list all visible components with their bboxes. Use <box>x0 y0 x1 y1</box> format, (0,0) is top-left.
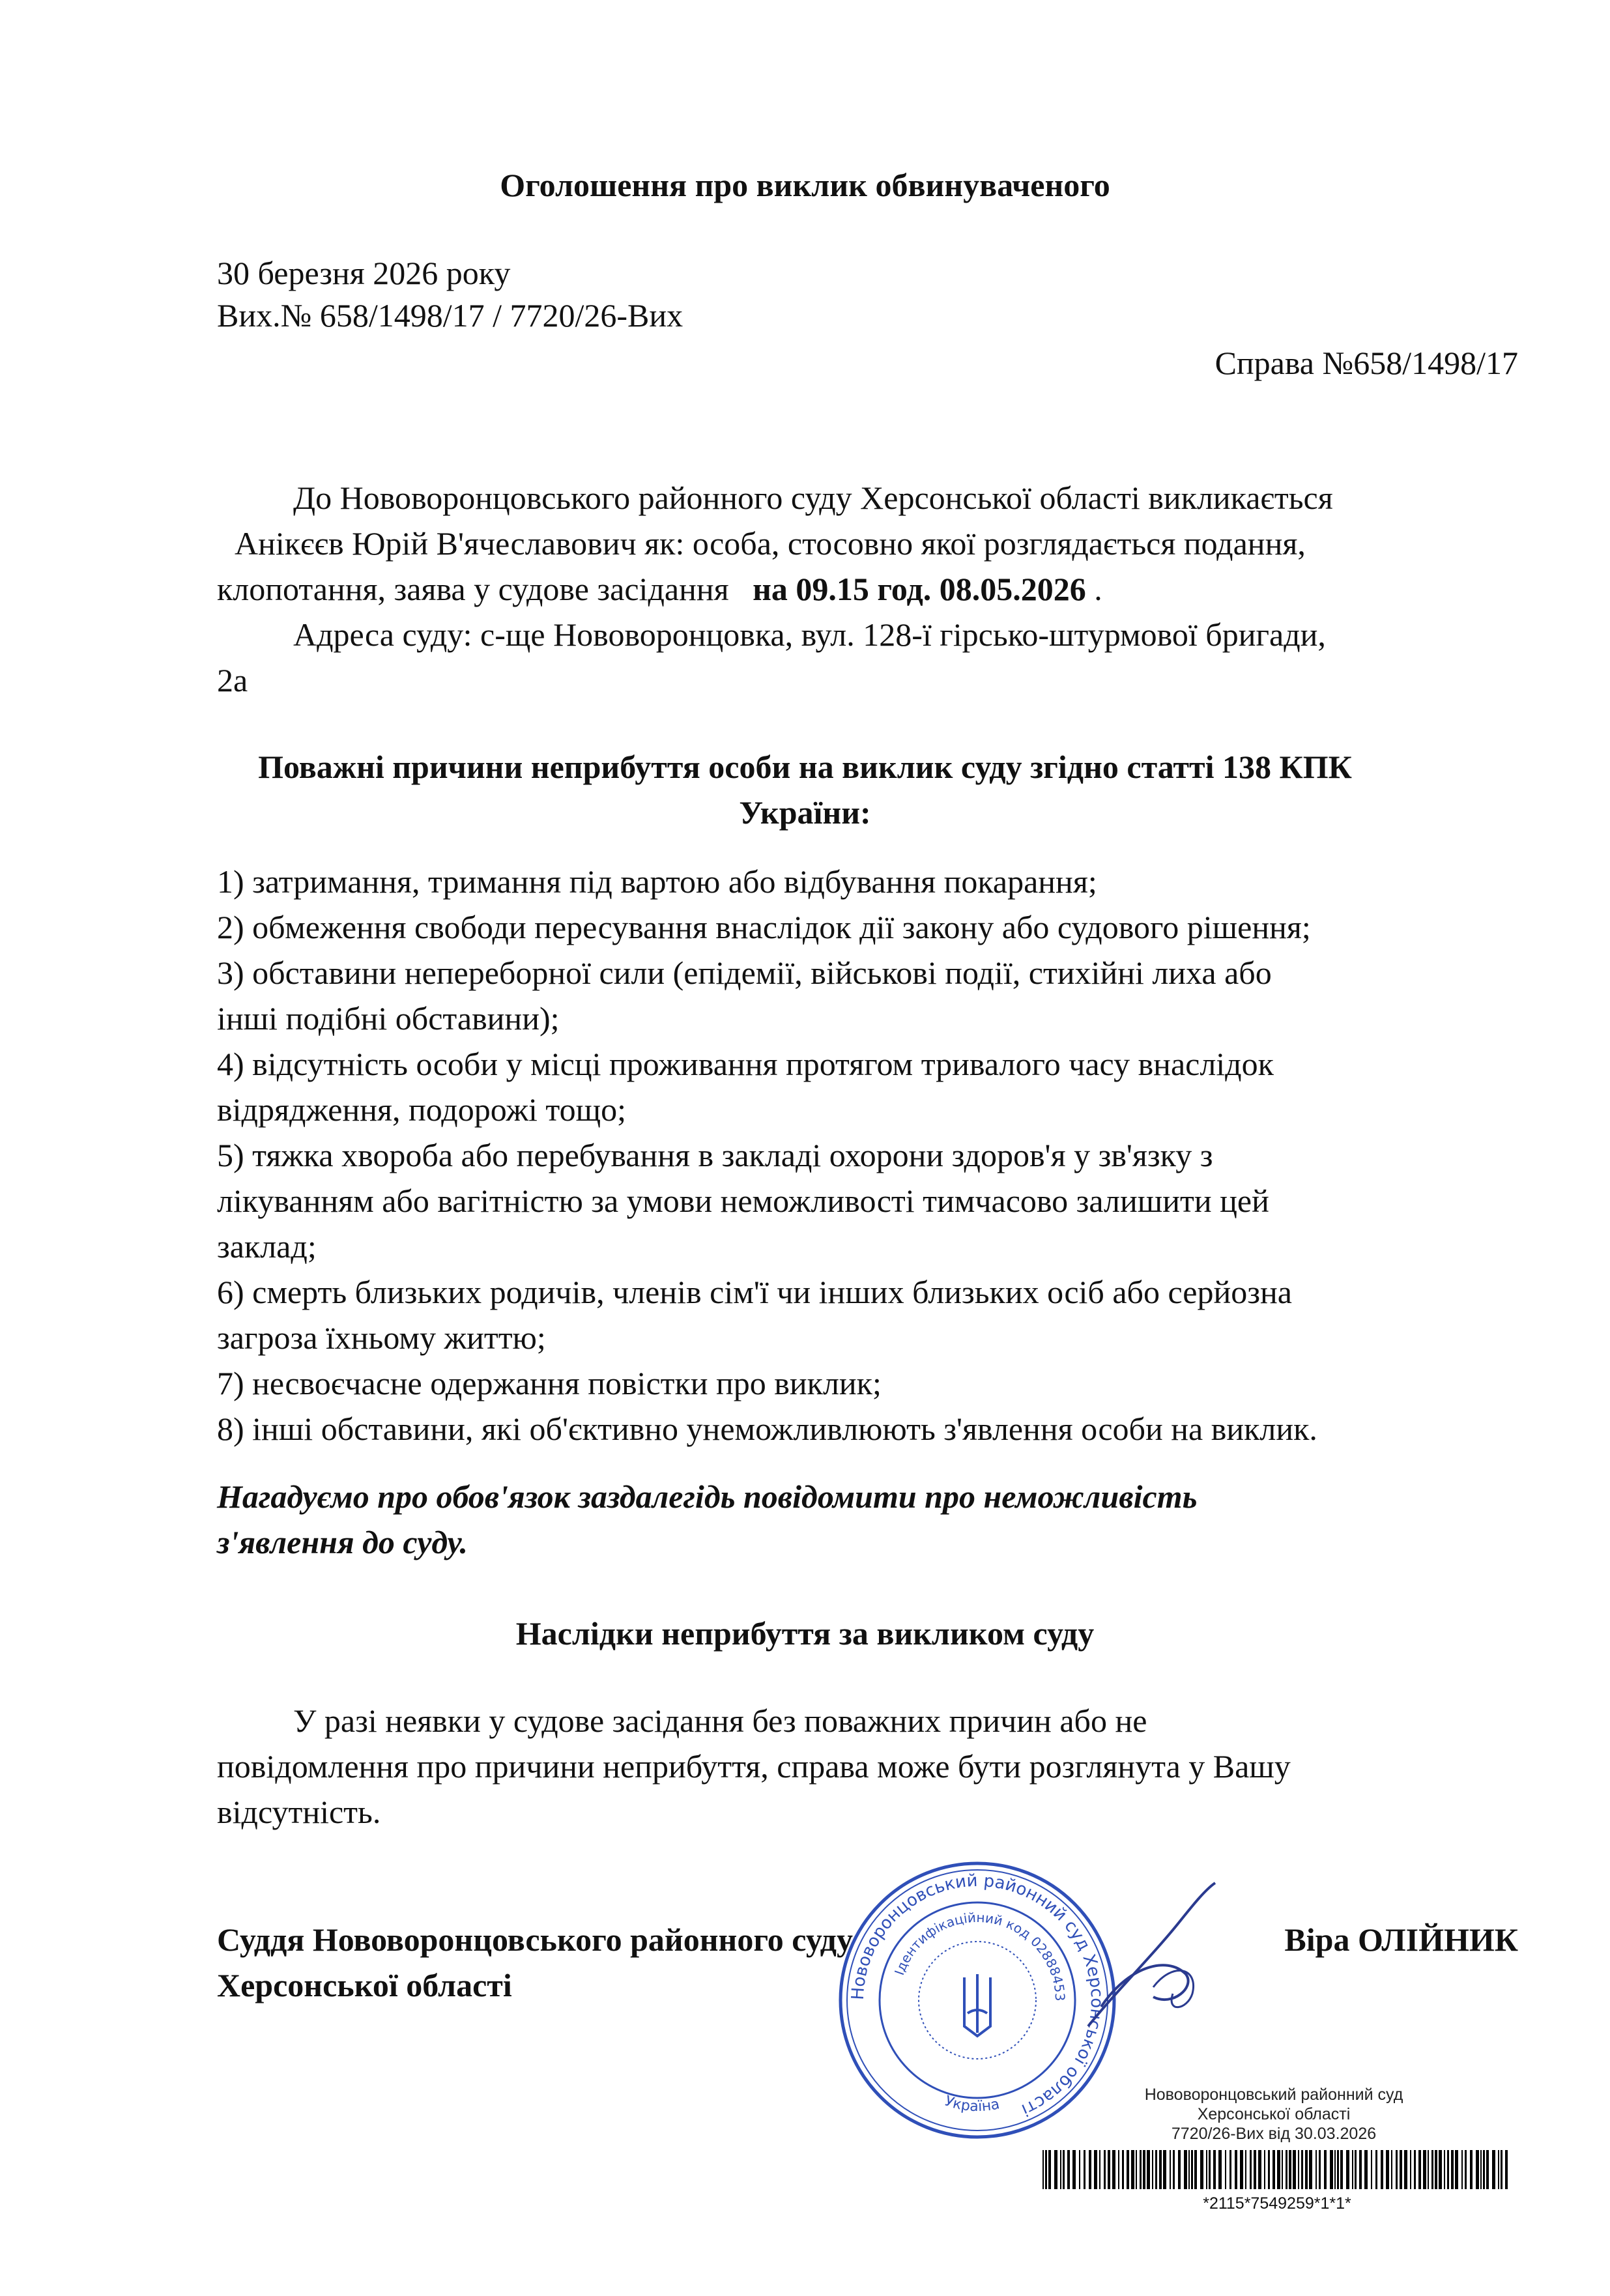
summons-line-3-prefix: клопотання, заява у судове засідання <box>217 571 729 607</box>
barcode-bar <box>1346 2150 1349 2189</box>
barcode-bar <box>1250 2150 1252 2189</box>
barcode-bar <box>1364 2150 1368 2189</box>
barcode-bar <box>1194 2150 1197 2189</box>
document-date: 30 березня 2026 року <box>217 255 511 291</box>
barcode-bar <box>1455 2150 1458 2189</box>
list-item: заклад; <box>217 1228 317 1265</box>
signature-mark <box>1075 1876 1244 2046</box>
barcode-bar <box>1423 2150 1426 2189</box>
registration-slip <box>1056 2085 1492 2144</box>
barcode-bar <box>1286 2150 1287 2189</box>
barcode-bar <box>1277 2150 1280 2189</box>
barcode-bar <box>1435 2150 1437 2189</box>
seal-outer-text: Нововоронцовський районний суд Херсонської області <box>848 1871 1107 2120</box>
barcode-bar <box>1414 2150 1416 2189</box>
barcode-bar <box>1209 2150 1211 2189</box>
barcode-bar <box>1431 2150 1433 2189</box>
barcode-bar <box>1178 2150 1181 2189</box>
barcode-bar <box>1229 2150 1231 2189</box>
consequences-line-2: повідомлення про причини неприбуття, справа може бути розглянута у Вашу <box>217 1748 1291 1785</box>
court-address-line-2: 2а <box>217 662 248 698</box>
summons-line-2: Анікєєв Юрій В'ячеславович як: особа, стосовно якої розглядається подання, <box>235 525 1306 562</box>
barcode-bar <box>1225 2150 1226 2189</box>
summons-line-3 <box>217 570 1102 608</box>
barcode-bar <box>1159 2150 1162 2189</box>
list-item: загроза їхньому життю; <box>217 1319 546 1356</box>
list-item: 7) несвоєчасне одержання повістки про виклик; <box>217 1365 882 1401</box>
list-item: інші подібні обставини); <box>217 1000 560 1037</box>
list-item: 1) затримання, тримання під вартою або відбування покарання; <box>217 863 1097 900</box>
barcode-bar <box>1404 2150 1407 2189</box>
barcode-bar <box>1470 2150 1473 2189</box>
barcode-bar <box>1268 2150 1270 2189</box>
barcode-bar <box>1147 2150 1150 2189</box>
barcode-bar <box>1072 2150 1076 2189</box>
barcode-bar <box>1386 2150 1389 2189</box>
barcode-bar <box>1200 2150 1203 2189</box>
barcode-bar <box>1410 2150 1411 2189</box>
barcode-bar <box>1315 2150 1317 2189</box>
barcode-bar <box>1301 2150 1303 2189</box>
list-item: лікуванням або вагітністю за умови неможливості тимчасово залишити цей <box>217 1183 1269 1219</box>
barcode-bar <box>1293 2150 1296 2189</box>
barcode-bar <box>1206 2150 1207 2189</box>
barcode-bar <box>1289 2150 1291 2189</box>
barcode-bar <box>1045 2150 1047 2189</box>
barcode-bar <box>1396 2150 1398 2189</box>
barcode-bar <box>1136 2150 1137 2189</box>
barcode-bar <box>1163 2150 1166 2189</box>
barcode-bar <box>1359 2150 1362 2189</box>
barcode-bar <box>1118 2150 1119 2189</box>
barcode-bar <box>1188 2150 1190 2189</box>
barcode-bar <box>1492 2150 1495 2189</box>
barcode-bar <box>1079 2150 1080 2189</box>
barcode-bar <box>1330 2150 1333 2189</box>
barcode-bar <box>1173 2150 1175 2189</box>
barcode-bar <box>1305 2150 1308 2189</box>
barcode-bar <box>1170 2150 1171 2189</box>
barcode-bar <box>1264 2150 1265 2189</box>
barcode-bar <box>1245 2150 1246 2189</box>
court-address-line-1: Адреса суду: с-ще Нововоронцовка, вул. 128-ї гірсько-штурмової бригади, <box>293 616 1326 653</box>
barcode-bar <box>1465 2150 1467 2189</box>
barcode-bar <box>1461 2150 1463 2189</box>
barcode-bar <box>1213 2150 1216 2189</box>
list-item: відрядження, подорожі тощо; <box>217 1091 627 1128</box>
outgoing-number: Вих.№ 658/1498/17 / 7720/26-Вих <box>217 297 683 334</box>
case-number: Справа №658/1498/17 <box>1215 345 1518 381</box>
barcode-bar <box>1272 2150 1275 2189</box>
judge-name: Віра ОЛІЙНИК <box>1284 1921 1518 1958</box>
seal-inner-text: Ідентифікаційний код 02888453 <box>891 1909 1069 2002</box>
slip-number-date: 7720/26-Вих від 30.03.2026 <box>1171 2125 1377 2143</box>
trident-emblem-icon <box>964 1974 990 2036</box>
reminder-line-2: з'явлення до суду. <box>217 1524 468 1560</box>
slip-region: Херсонської області <box>1197 2105 1351 2123</box>
consequences-heading: Наслідки неприбуття за викликом суду <box>515 1615 1095 1652</box>
barcode-bar <box>1400 2150 1402 2189</box>
barcode-bar <box>1355 2150 1357 2189</box>
barcode-bar <box>1099 2150 1100 2189</box>
summons-line-3-suffix: . <box>1085 571 1102 607</box>
barcode-bar <box>1152 2150 1153 2189</box>
judge-position-line-1: Суддя Нововоронцовського районного суду <box>217 1921 853 1958</box>
document-title: Оголошення про виклик обвинуваченого <box>500 167 1110 203</box>
reasons-list <box>217 859 1317 1452</box>
barcode-bar <box>1501 2150 1502 2189</box>
barcode-bar <box>1104 2150 1106 2189</box>
summons-line-1: До Нововоронцовського районного суду Херсонської області викликається <box>293 480 1333 516</box>
barcode-bar <box>1048 2150 1051 2189</box>
list-item: 2) обмеження свободи пересування внаслідок дії закону або судового рішення; <box>217 909 1311 945</box>
barcode-bar <box>1143 2150 1145 2189</box>
barcode-bar <box>1340 2150 1343 2189</box>
barcode-bar <box>1371 2150 1372 2189</box>
barcode-bar <box>1108 2150 1110 2189</box>
barcode-bar <box>1439 2150 1442 2189</box>
barcode-bar <box>1054 2150 1057 2189</box>
barcode-bar <box>1483 2150 1485 2189</box>
list-item: 3) обставини непереборної сили (епідемії, військові події, стихійні лиха або <box>217 954 1272 991</box>
barcode-bar <box>1447 2150 1449 2189</box>
consequences-line-1: У разі неявки у судове засідання без поважних причин або не <box>293 1702 1147 1739</box>
barcode-bar <box>1282 2150 1283 2189</box>
barcode-bar <box>1324 2150 1327 2189</box>
barcode <box>1042 2150 1512 2189</box>
reasons-heading-line-1: Поважні причини неприбуття особи на виклик суду згідно статті 138 КПК <box>258 749 1352 785</box>
barcode-bar <box>1127 2150 1129 2189</box>
reminder-line-1: Нагадуємо про обов'язок заздалегідь повідомити про неможливість <box>217 1478 1198 1515</box>
barcode-bar <box>1480 2150 1482 2189</box>
reasons-heading-line-2: України: <box>739 794 871 831</box>
barcode-bar <box>1084 2150 1085 2189</box>
barcode-bar <box>1191 2150 1193 2189</box>
list-item: 5) тяжка хвороба або перебування в закладі охорони здоров'я у зв'язку з <box>217 1137 1213 1173</box>
barcode-bar <box>1063 2150 1065 2189</box>
judge-position-line-2: Херсонської області <box>217 1967 512 2003</box>
list-item: 8) інші обставини, які об'єктивно унеможливлюють з'явлення особи на виклик. <box>217 1411 1317 1447</box>
barcode-bar <box>1042 2150 1044 2189</box>
barcode-bar <box>1319 2150 1321 2189</box>
barcode-bar <box>1444 2150 1445 2189</box>
barcode-bar <box>1112 2150 1115 2189</box>
barcode-bar <box>1184 2150 1187 2189</box>
list-item: 4) відсутність особи у місці проживання протягом тривалого часу внаслідок <box>217 1046 1274 1082</box>
barcode-bar <box>1476 2150 1479 2189</box>
barcode-bar <box>1375 2150 1377 2189</box>
barcode-bar <box>1094 2150 1097 2189</box>
barcode-bar <box>1122 2150 1124 2189</box>
barcode-bar <box>1309 2150 1312 2189</box>
barcode-bar <box>1258 2150 1261 2189</box>
barcode-bar <box>1131 2150 1134 2189</box>
barcode-bar <box>1352 2150 1353 2189</box>
barcode-bar <box>1140 2150 1142 2189</box>
slip-court: Нововоронцовський районний суд <box>1144 2086 1403 2104</box>
barcode-bar <box>1486 2150 1489 2189</box>
seal-bottom-text: Україна <box>942 2093 1001 2116</box>
barcode-bar <box>1240 2150 1243 2189</box>
barcode-bar <box>1391 2150 1392 2189</box>
barcode-bar <box>1060 2150 1061 2189</box>
barcode-bar <box>1498 2150 1499 2189</box>
barcode-bar <box>1218 2150 1222 2189</box>
consequences-line-3: відсутність. <box>217 1794 381 1830</box>
barcode-bar <box>1334 2150 1336 2189</box>
barcode-bar <box>1428 2150 1429 2189</box>
hearing-time: на 09.15 год. 08.05.2026 <box>753 571 1086 607</box>
list-item: 6) смерть близьких родичів, членів сім'ї чи інших близьких осіб або серйозна <box>217 1274 1292 1310</box>
barcode-bar <box>1235 2150 1237 2189</box>
barcode-bar <box>1381 2150 1383 2189</box>
barcode-bar <box>1418 2150 1421 2189</box>
barcode-bar <box>1254 2150 1256 2189</box>
barcode-bar <box>1089 2150 1091 2189</box>
barcode-bar <box>1298 2150 1299 2189</box>
barcode-bar <box>1505 2150 1508 2189</box>
barcode-bar <box>1337 2150 1339 2189</box>
barcode-text: *2115*7549259*1*1* <box>1203 2194 1351 2213</box>
barcode-bar <box>1155 2150 1157 2189</box>
barcode-bar <box>1067 2150 1070 2189</box>
barcode-bar <box>1451 2150 1454 2189</box>
